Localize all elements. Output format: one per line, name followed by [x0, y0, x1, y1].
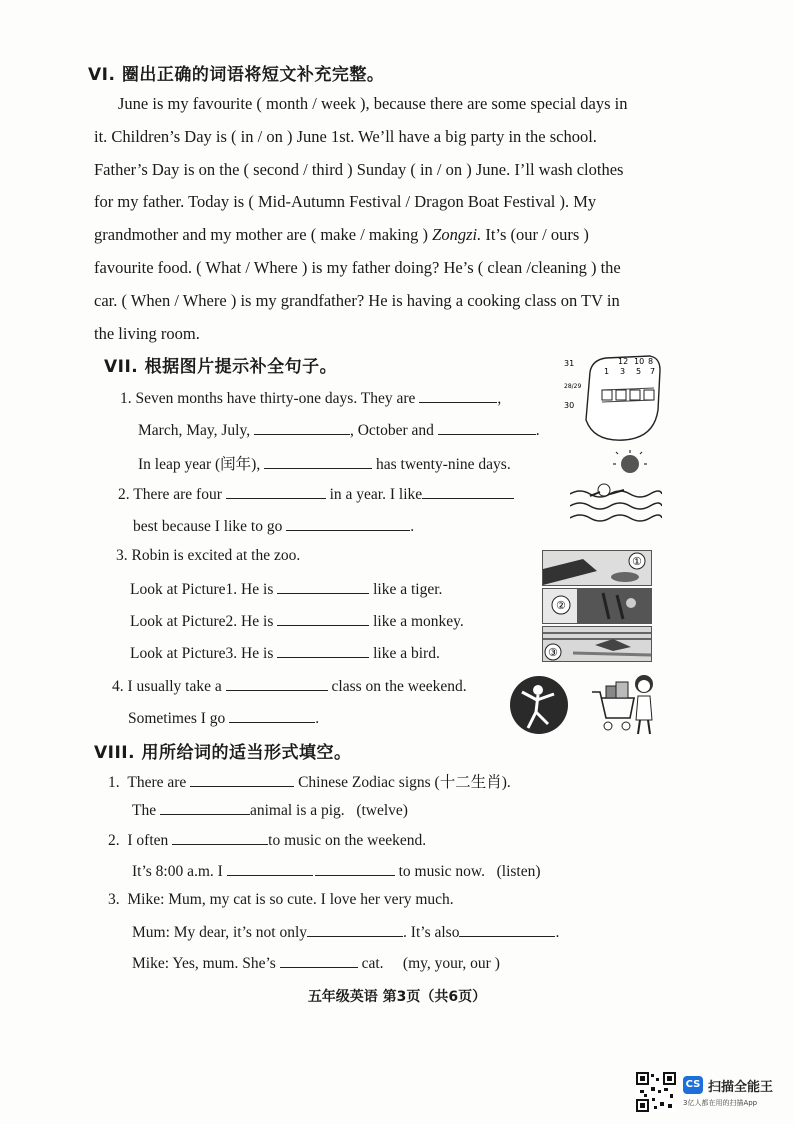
page-footer: 五年级英语 第3页（共6页）	[307, 989, 487, 1005]
s8-q2-text: to music on the weekend.	[268, 832, 427, 849]
fist-number-label: 1	[604, 367, 610, 376]
word-hint: (twelve)	[356, 802, 408, 819]
q1-text: , October and	[349, 422, 434, 439]
answer-blank[interactable]	[307, 922, 403, 937]
answer-blank[interactable]	[459, 922, 555, 937]
passage-line: for my father. Today is ( Mid-Autumn Festival / Dragon Boat Festival ). My	[94, 192, 597, 212]
q1-text: has twenty-nine days.	[375, 456, 511, 473]
s8-q1-text: The	[132, 802, 157, 819]
s8-q3-text: Mike: Yes, mum. She’s	[132, 955, 276, 972]
q4-text: Sometimes I go	[128, 710, 226, 727]
passage-line	[94, 219, 684, 252]
section-6-title: VI. 圈出正确的词语将短文补充完整。	[88, 65, 385, 85]
s8-q3-line-b: Mum: My dear, it’s not only . It’s also .	[132, 924, 560, 941]
passage-line: June is my favourite ( month / week ), because there are some special days in	[118, 94, 628, 113]
picture-number: ①	[632, 555, 642, 568]
fist-number-label: 28/29	[564, 383, 582, 390]
q2-line-b: best because I like to go .	[133, 518, 415, 535]
summer-swimming-picture	[570, 450, 662, 530]
passage-line: favourite food. ( What / Where ) is my father doing? He’s ( clean /cleaning ) the	[94, 257, 621, 277]
passage-line: Father’s Day is on the ( second / third ) Sunday ( in / on ) June. I’ll wash clothes	[94, 159, 624, 179]
answer-blank[interactable]	[172, 830, 268, 845]
s8-q2-text: I often	[127, 832, 169, 849]
q3-line-b	[130, 579, 442, 599]
q2-text: in a year. I like	[329, 486, 423, 503]
zongzi-word: Zongzi.	[432, 225, 482, 245]
answer-blank[interactable]	[280, 953, 358, 968]
passage-text: grandmother and my mother are ( make / making )	[94, 225, 433, 245]
s8-q2-line-b	[132, 861, 541, 881]
picture-number: ②	[556, 599, 566, 612]
q1-text: 1. Seven months have thirty-one days. They are	[120, 390, 416, 407]
dance-class-picture	[508, 674, 570, 736]
q4-line-a	[112, 676, 467, 696]
s8-q2-text: to music now.	[398, 863, 485, 880]
s8-q1-text: There are	[127, 774, 187, 791]
q1-line-b: March, May, July, , October and .	[138, 422, 540, 439]
camscanner-logo-icon: CS	[683, 1076, 703, 1094]
answer-blank[interactable]	[227, 861, 313, 876]
q3-text: Look at Picture1. He is	[130, 581, 274, 598]
q2-text: best because I like to go	[133, 518, 283, 535]
s8-q3-text: cat.	[361, 955, 384, 972]
answer-blank[interactable]	[286, 516, 410, 531]
section-7-title: VII. 根据图片提示补全句子。	[104, 357, 338, 377]
s8-q1-line-b	[132, 800, 408, 820]
answer-blank[interactable]	[229, 708, 315, 723]
question-number: 2.	[108, 832, 120, 849]
zoo-picture-1	[542, 550, 652, 586]
s8-q1-text: Chinese Zodiac signs (十二生肖).	[298, 774, 511, 791]
fist-number-label: 31	[564, 359, 575, 368]
q3-text: Look at Picture2. He is	[130, 613, 274, 630]
answer-blank[interactable]	[277, 611, 369, 626]
q2-line-a	[118, 484, 514, 504]
q1-text: March, May, July,	[138, 422, 251, 439]
q1-line-a: 1. Seven months have thirty-one days. They are ,	[120, 390, 502, 407]
q3-line-c	[130, 611, 464, 631]
s8-q3-line-c	[132, 953, 500, 973]
section-8-title: VIII. 用所给词的适当形式填空。	[94, 743, 352, 763]
q1-line-c	[138, 452, 511, 474]
q2-text: 2. There are four	[118, 486, 222, 503]
passage-line: car. ( When / Where ) is my grandfather? He is having a cooking class on TV in	[94, 290, 620, 310]
scanner-tagline: 3亿人都在用的扫描App	[683, 1099, 758, 1107]
question-number: 1.	[108, 774, 120, 791]
word-hint: (listen)	[496, 863, 541, 880]
answer-blank[interactable]	[277, 579, 369, 594]
picture-number: ③	[548, 646, 558, 659]
answer-blank[interactable]	[422, 484, 514, 499]
scanner-brand-name: 扫描全能王	[708, 1080, 774, 1095]
s8-q1-line-a	[108, 770, 511, 792]
passage-text: It’s (our / ours )	[481, 225, 589, 245]
s8-q3-text: . It’s also	[403, 924, 460, 941]
fist-number-label: 10	[634, 357, 645, 366]
answer-blank[interactable]	[226, 676, 328, 691]
zoo-picture-3	[542, 626, 652, 662]
answer-blank[interactable]	[190, 772, 294, 787]
fist-number-label: 7	[650, 367, 656, 376]
q3-text: Look at Picture3. He is	[130, 645, 274, 662]
s8-q3-line-a	[108, 891, 454, 909]
q4-text: 4. I usually take a	[112, 678, 222, 695]
fist-number-label: 3	[620, 367, 626, 376]
answer-blank[interactable]	[254, 420, 350, 435]
q3-text: like a bird.	[373, 645, 440, 662]
s8-q1-text: animal is a pig.	[249, 802, 345, 819]
zoo-picture-2	[542, 588, 652, 624]
shopping-picture	[586, 672, 662, 738]
fist-number-label: 12	[618, 357, 629, 366]
answer-blank[interactable]	[264, 454, 372, 469]
qr-code-icon	[636, 1072, 676, 1112]
fist-number-label: 30	[564, 401, 575, 410]
answer-blank[interactable]	[419, 388, 497, 403]
s8-q3-text: Mum: My dear, it’s not only	[132, 924, 308, 941]
fist-number-label: 8	[648, 357, 654, 366]
s8-q2-text: It’s 8:00 a.m. I	[132, 863, 223, 880]
s8-q3-text: Mike: Mum, my cat is so cute. I love her very much.	[127, 891, 454, 908]
q4-line-b: Sometimes I go .	[128, 710, 320, 727]
answer-blank[interactable]	[315, 861, 395, 876]
q3-text: like a monkey.	[373, 613, 464, 630]
q1-text: In leap year (闰年),	[138, 456, 261, 473]
s8-q2-line-a	[108, 830, 426, 850]
fist-months-picture	[562, 350, 666, 446]
q3-line-d	[130, 643, 440, 663]
q3-line-a: 3. Robin is excited at the zoo.	[116, 547, 301, 564]
passage-line: the living room.	[94, 323, 200, 343]
answer-blank[interactable]	[277, 643, 369, 658]
q4-text: class on the weekend.	[331, 678, 467, 695]
answer-blank[interactable]	[160, 800, 250, 815]
fist-number-label: 5	[636, 367, 642, 376]
section-6-passage	[94, 88, 684, 350]
answer-blank[interactable]	[438, 420, 536, 435]
passage-line: it. Children’s Day is ( in / on ) June 1st. We’ll have a big party in the school.	[94, 126, 597, 146]
word-hint: (my, your, our )	[402, 955, 500, 972]
answer-blank[interactable]	[226, 484, 326, 499]
q3-text: like a tiger.	[373, 581, 443, 598]
question-number: 3.	[108, 891, 120, 908]
